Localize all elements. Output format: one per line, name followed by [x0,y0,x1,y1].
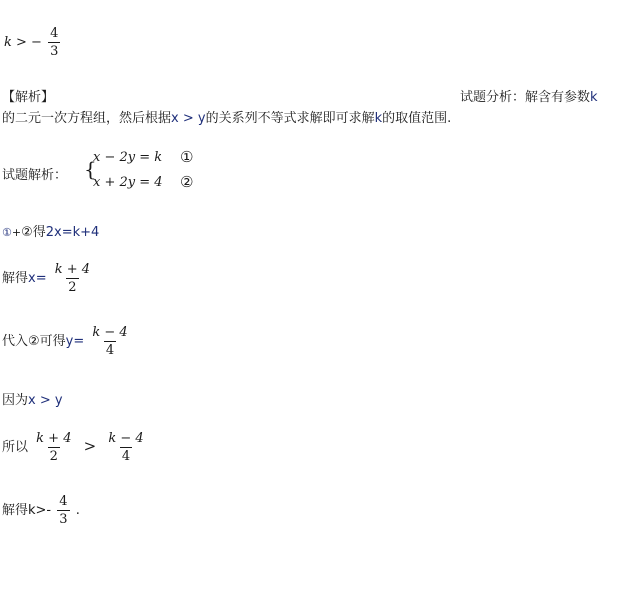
step-2-numerator: k + 4 [54,262,91,277]
step-4 [2,389,63,408]
step-2-word: 解得 [2,271,29,286]
step-5-numerator-1: k + 4 [36,431,72,446]
step-3-lhs: y= [65,334,85,349]
step-1-circle-1: ① [2,226,12,239]
step-2 [2,262,94,295]
step-5-fraction-1 [34,431,73,464]
step-1-expr: 2x=k+4 [45,225,100,240]
analysis-param-k2: k [374,111,383,126]
step-1-circle-2: ② [21,225,33,240]
system-eq2: x + 2y = 4 [93,175,163,190]
system-eq1-tag: ① [180,148,194,166]
system-eq1: x − 2y = k [93,150,163,165]
step-6-fraction [57,494,69,527]
step-2-denominator: 2 [68,280,77,295]
step-3 [2,325,132,358]
step-5-denominator-2: 4 [121,449,131,464]
answer-denominator: 3 [50,44,59,59]
answer-line [4,26,62,59]
step-1 [2,221,99,240]
step-4-expr: x > y [28,393,63,408]
step-6-end: . [75,503,80,518]
step-5-numerator-2: k − 4 [108,431,144,446]
step-6-expr: k>- [28,503,52,518]
analysis-text-1a: 试题分析：解含有参数 [460,90,591,105]
step-6-numerator: 4 [59,494,68,509]
solution-label: 试题解析： [2,168,68,183]
answer-fraction [48,26,60,59]
step-5-word: 所以 [2,440,29,455]
step-5-gt: > [83,437,97,455]
step-5-fraction-2 [106,431,145,464]
step-1-plus: + [11,226,22,239]
answer-minus: − [31,35,42,50]
step-3-word: 代入②可得 [2,334,66,349]
step-3-numerator: k − 4 [92,325,128,340]
analysis-param-k: k [590,90,598,105]
step-6-word: 解得 [2,503,29,518]
step-2-lhs: x= [28,271,47,286]
step-1-word: 得 [32,225,46,240]
answer-lhs: k > [4,35,27,50]
analysis-xy: x > y [171,111,206,126]
analysis-text-1 [460,86,598,105]
system-brace: { [84,157,97,181]
analysis-text-2a: 的二元一次方程组，然后根据 [2,111,172,126]
answer-numerator: 4 [50,26,59,41]
analysis-text-2c: 的取值范围. [382,111,452,126]
step-3-denominator: 4 [105,343,115,358]
analysis-text-2 [2,107,451,126]
step-5 [2,431,148,464]
step-6-denominator: 3 [59,512,68,527]
step-5-denominator-1: 2 [49,449,58,464]
step-3-fraction [90,325,129,358]
step-4-word: 因为 [2,393,29,408]
system-eq2-tag: ② [180,173,194,191]
analysis-label: 【解析】 [2,90,55,105]
analysis-text-2b: 的关系列不等式求解即可求解 [205,111,375,126]
step-2-fraction [53,262,92,295]
step-6 [2,494,80,527]
